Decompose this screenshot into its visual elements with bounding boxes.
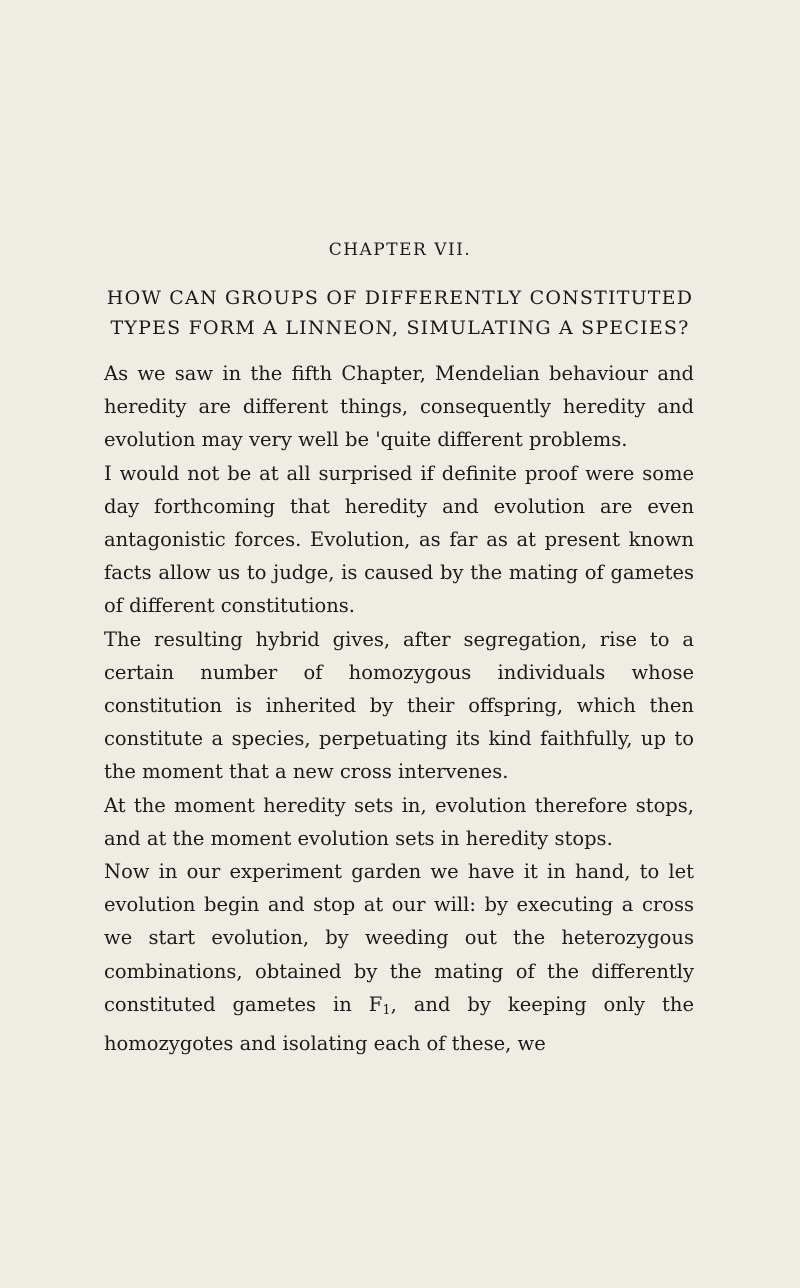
paragraph: I would not be at all surprised if definite proof were some day forthcoming that heredity and evolution are even antagonistic forces. Evolution, as far as at present known facts allow us to judge, is caused by the mating of gametes of different constitutions.: [104, 461, 694, 618]
chapter-heading: CHAPTER VII.: [328, 240, 472, 260]
chapter-title-line-2: TYPES FORM A LINNEON, SIMULATING A SPECIES?: [110, 317, 690, 339]
paragraph-text: Now in our experiment garden we have it in hand, to let evolution begin and stop at our will: by executing a cross we start evolution, by weeding out the heterozygous combinations, obtained by the mating of the differently constituted gametes in F: [104, 860, 694, 1016]
paragraph-text: , and by keeping only the homozygotes and isolating each of these, we: [104, 992, 694, 1056]
paragraph: [104, 855, 694, 1060]
chapter-title-line-1: HOW CAN GROUPS OF DIFFERENTLY CONSTITUTED: [106, 287, 694, 309]
subscript: 1: [382, 1002, 391, 1018]
paragraph: The resulting hybrid gives, after segregation, rise to a certain number of homozygous individuals whose constitution is inherited by their offspring, which then constitute a species, perpetuating its kind faithfully, up to the moment that a new cross intervenes.: [104, 627, 694, 784]
body-text: [104, 357, 694, 1060]
paragraph: As we saw in the fifth Chapter, Mendelian behaviour and heredity are different things, consequently heredity and evolution may very well be 'quite different problems.: [104, 362, 694, 452]
paragraph: At the moment heredity sets in, evolution therefore stops, and at the moment evolution sets in heredity stops.: [104, 793, 694, 850]
